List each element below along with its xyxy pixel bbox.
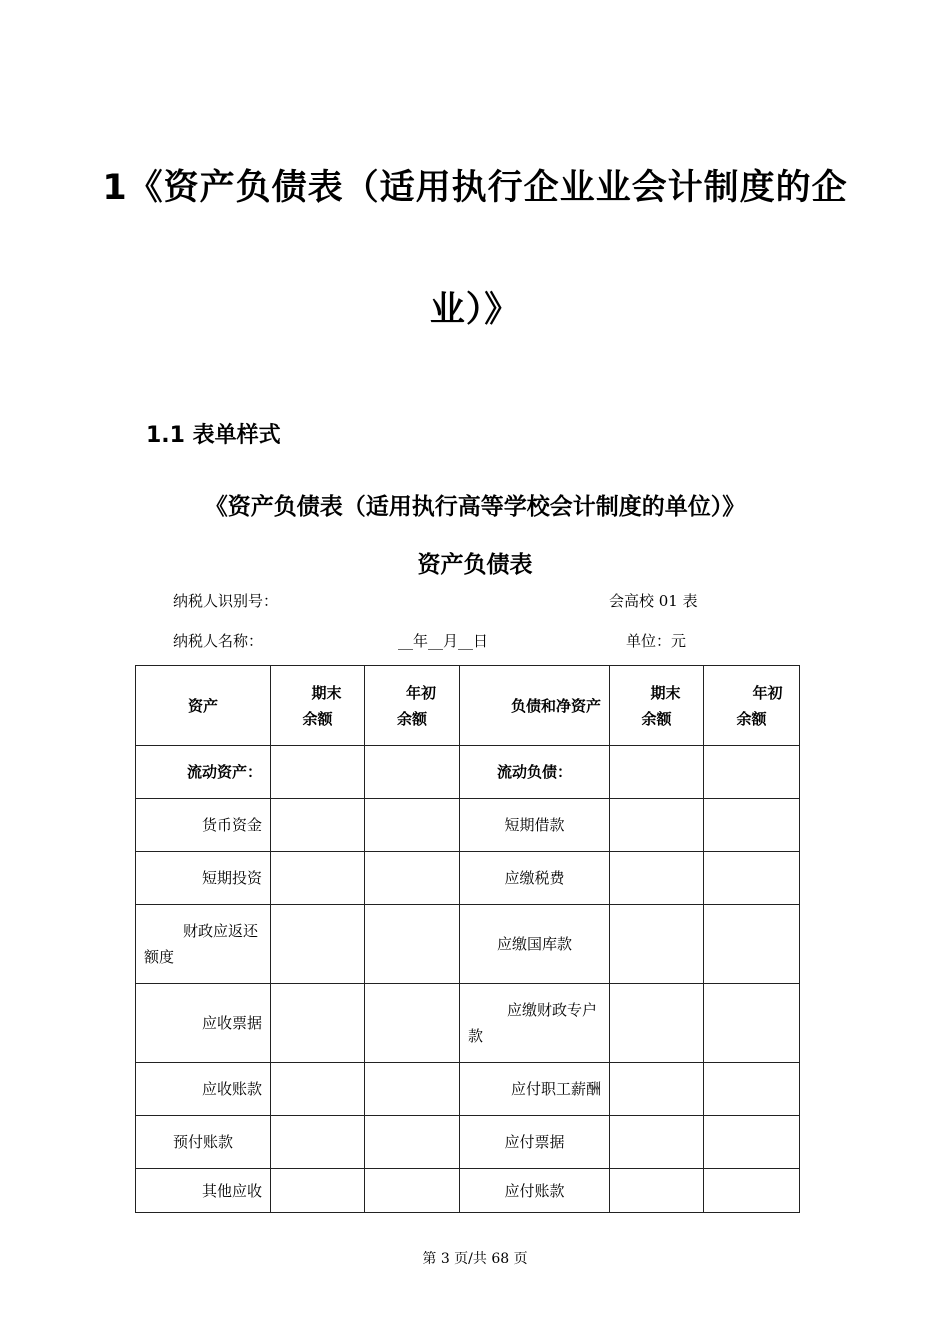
liability-label: 应付职工薪酬 bbox=[460, 1063, 610, 1116]
cell-empty bbox=[704, 852, 800, 905]
cell-empty bbox=[610, 984, 704, 1063]
cell-empty bbox=[365, 905, 460, 984]
cell-empty bbox=[704, 799, 800, 852]
cell-empty bbox=[365, 1116, 460, 1169]
cell-empty bbox=[704, 746, 800, 799]
cell-empty bbox=[365, 799, 460, 852]
cell-empty bbox=[365, 1169, 460, 1213]
cell-empty bbox=[610, 905, 704, 984]
cell-empty bbox=[704, 905, 800, 984]
document-heading-line-2: 业）》 bbox=[429, 290, 521, 330]
cell-empty bbox=[610, 799, 704, 852]
table-row bbox=[136, 1116, 800, 1169]
asset-label: 货币资金 bbox=[136, 799, 271, 852]
cell-empty bbox=[271, 746, 365, 799]
table-row bbox=[136, 746, 800, 799]
table-header-row bbox=[136, 666, 800, 746]
liability-label: 应缴财政专户款 bbox=[460, 984, 610, 1063]
asset-label: 应收账款 bbox=[136, 1063, 271, 1116]
header-asset-ending-balance: 期末 余额 bbox=[271, 666, 365, 746]
form-title: 《资产负债表（适用执行高等学校会计制度的单位）》 bbox=[204, 494, 746, 520]
cell-empty bbox=[365, 984, 460, 1063]
cell-empty bbox=[271, 1169, 365, 1213]
table-title: 资产负债表 bbox=[417, 552, 533, 578]
cell-empty bbox=[610, 746, 704, 799]
header-liabilities-net-assets: 负债和净资产 bbox=[460, 666, 610, 746]
page-footer: 第 3 页/共 68 页 bbox=[422, 1251, 528, 1267]
table-row bbox=[136, 1169, 800, 1213]
unit-label: 单位：元 bbox=[626, 632, 687, 650]
header-liab-beginning-balance: 年初 余额 bbox=[704, 666, 800, 746]
liability-label: 应缴税费 bbox=[460, 852, 610, 905]
cell-empty bbox=[271, 852, 365, 905]
header-asset-beginning-balance: 年初 余额 bbox=[365, 666, 460, 746]
table-row bbox=[136, 1063, 800, 1116]
cell-empty bbox=[271, 984, 365, 1063]
cell-empty bbox=[610, 852, 704, 905]
taxpayer-id-label: 纳税人识别号： bbox=[173, 592, 279, 610]
report-date: __年__月__日 bbox=[398, 632, 489, 650]
cell-empty bbox=[704, 1063, 800, 1116]
liability-label: 应付账款 bbox=[460, 1169, 610, 1213]
cell-empty bbox=[610, 1063, 704, 1116]
balance-sheet-table bbox=[135, 665, 800, 1213]
cell-empty bbox=[704, 1116, 800, 1169]
cell-empty bbox=[704, 1169, 800, 1213]
cell-empty bbox=[610, 1169, 704, 1213]
cell-empty bbox=[271, 905, 365, 984]
cell-empty bbox=[365, 852, 460, 905]
table-row bbox=[136, 799, 800, 852]
taxpayer-name-label: 纳税人名称： bbox=[173, 632, 264, 650]
liability-label: 流动负债： bbox=[460, 746, 610, 799]
table-row bbox=[136, 984, 800, 1063]
cell-empty bbox=[365, 1063, 460, 1116]
cell-empty bbox=[704, 984, 800, 1063]
cell-empty bbox=[271, 1116, 365, 1169]
header-liab-ending-balance: 期末 余额 bbox=[610, 666, 704, 746]
table-row bbox=[136, 852, 800, 905]
asset-label: 其他应收 bbox=[136, 1169, 271, 1213]
cell-empty bbox=[610, 1116, 704, 1169]
liability-label: 应缴国库款 bbox=[460, 905, 610, 984]
cell-empty bbox=[365, 746, 460, 799]
cell-empty bbox=[271, 1063, 365, 1116]
asset-label: 财政应返还额度 bbox=[136, 905, 271, 984]
asset-label: 流动资产： bbox=[136, 746, 271, 799]
document-heading-line-1: 1《资产负债表（适用执行企业业会计制度的企 bbox=[102, 168, 848, 208]
form-code: 会高校 01 表 bbox=[609, 592, 698, 610]
section-title: 1.1 表单样式 bbox=[146, 423, 281, 448]
liability-label: 短期借款 bbox=[460, 799, 610, 852]
header-asset: 资产 bbox=[136, 666, 271, 746]
liability-label: 应付票据 bbox=[460, 1116, 610, 1169]
asset-label: 短期投资 bbox=[136, 852, 271, 905]
cell-empty bbox=[271, 799, 365, 852]
table-row bbox=[136, 905, 800, 984]
asset-label: 预付账款 bbox=[136, 1116, 271, 1169]
asset-label: 应收票据 bbox=[136, 984, 271, 1063]
